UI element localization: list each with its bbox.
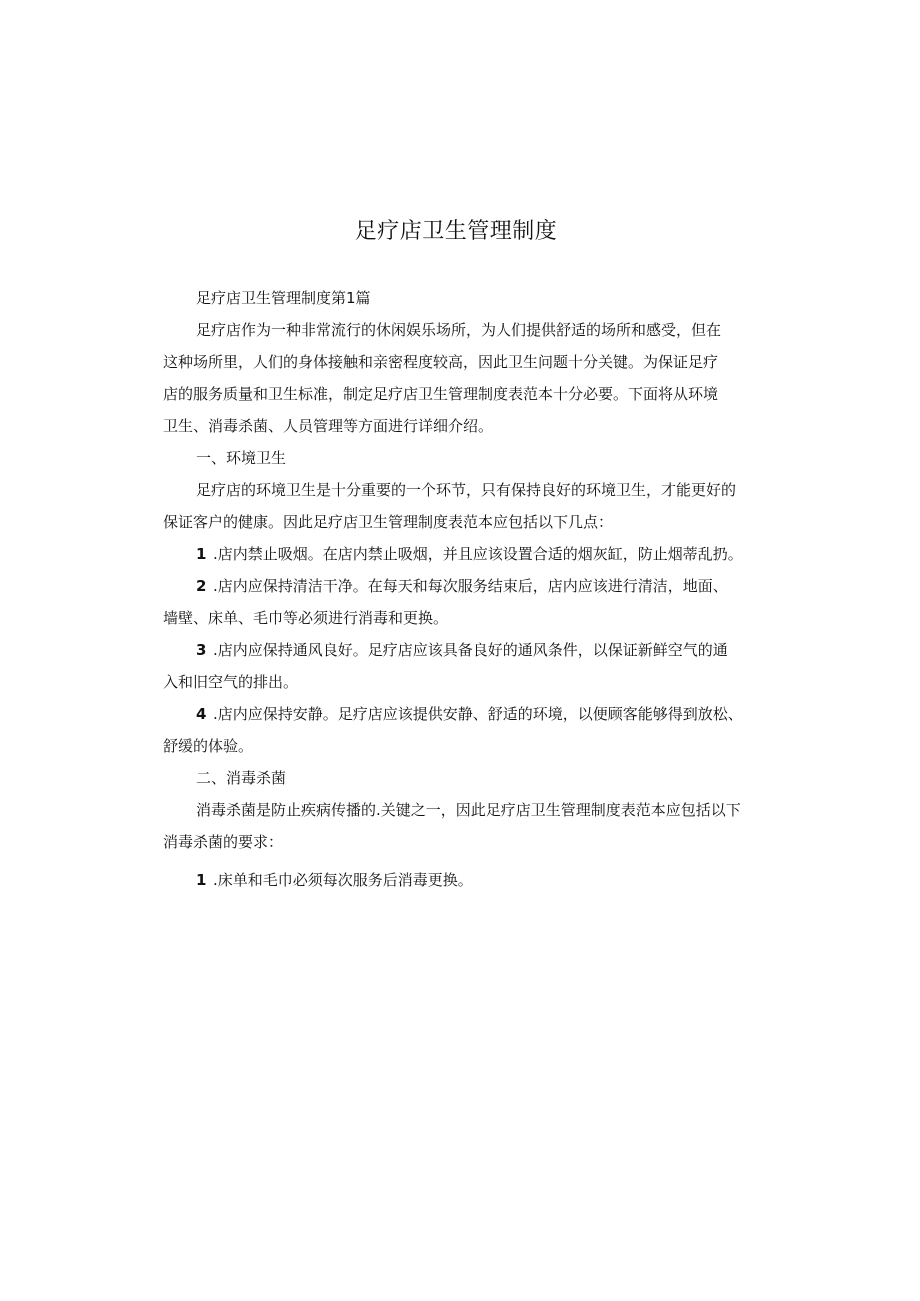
list-item-number: 4 xyxy=(196,705,207,723)
list-item-continuation: 舒缓的体验。 xyxy=(163,737,254,755)
intro-line: 这种场所里，人们的身体接触和亲密程度较高，因此卫生问题十分关键。为保证足疗 xyxy=(163,353,719,371)
list-item-text: .店内应保持安静。足疗店应该提供安静、舒适的环境，以便顾客能够得到放松、 xyxy=(213,705,743,723)
document-subtitle: 足疗店卫生管理制度第1篇 xyxy=(196,289,371,307)
document-body xyxy=(163,282,763,896)
section2-intro-line: 消毒杀菌是防止疾病传播的.关键之一，因此足疗店卫生管理制度表范本应包括以下 xyxy=(196,801,741,819)
list-item-number: 2 xyxy=(196,577,207,595)
list-item-continuation: 入和旧空气的排出。 xyxy=(163,673,299,691)
list-item-text: .床单和毛巾必须每次服务后消毒更换。 xyxy=(213,871,473,889)
list-item xyxy=(163,570,763,602)
list-item xyxy=(163,698,763,730)
list-item-number: 1 xyxy=(196,545,207,563)
list-item-text: .店内禁止吸烟。在店内禁止吸烟，并且应该设置合适的烟灰缸，防止烟蒂乱扔。 xyxy=(213,545,743,563)
document-title: 足疗店卫生管理制度 xyxy=(354,219,558,244)
list-item xyxy=(163,634,763,666)
intro-line: 卫生、消毒杀菌、人员管理等方面进行详细介绍。 xyxy=(163,417,494,435)
section2-heading: 二、消毒杀菌 xyxy=(196,769,287,787)
list-item-continuation: 墙壁、床单、毛巾等必须进行消毒和更换。 xyxy=(163,609,449,627)
section1-heading: 一、环境卫生 xyxy=(196,449,287,467)
list-item-number: 1 xyxy=(196,871,207,889)
list-item-text: .店内应保持清洁干净。在每天和每次服务结束后，店内应该进行清洁，地面、 xyxy=(213,577,728,595)
list-item xyxy=(163,538,763,570)
section1-intro-line: 保证客户的健康。因此足疗店卫生管理制度表范本应包括以下几点： xyxy=(163,513,614,531)
section2-intro-line: 消毒杀菌的要求： xyxy=(163,833,284,851)
intro-line: 店的服务质量和卫生标准，制定足疗店卫生管理制度表范本十分必要。下面将从环境 xyxy=(163,385,719,403)
section1-intro-line: 足疗店的环境卫生是十分重要的一个环节，只有保持良好的环境卫生，才能更好的 xyxy=(196,481,737,499)
intro-line: 足疗店作为一种非常流行的休闲娱乐场所，为人们提供舒适的场所和感受，但在 xyxy=(196,321,722,339)
list-item-text: .店内应保持通风良好。足疗店应该具备良好的通风条件，以保证新鲜空气的通 xyxy=(213,641,728,659)
list-item-number: 3 xyxy=(196,641,207,659)
list-item xyxy=(163,864,763,896)
